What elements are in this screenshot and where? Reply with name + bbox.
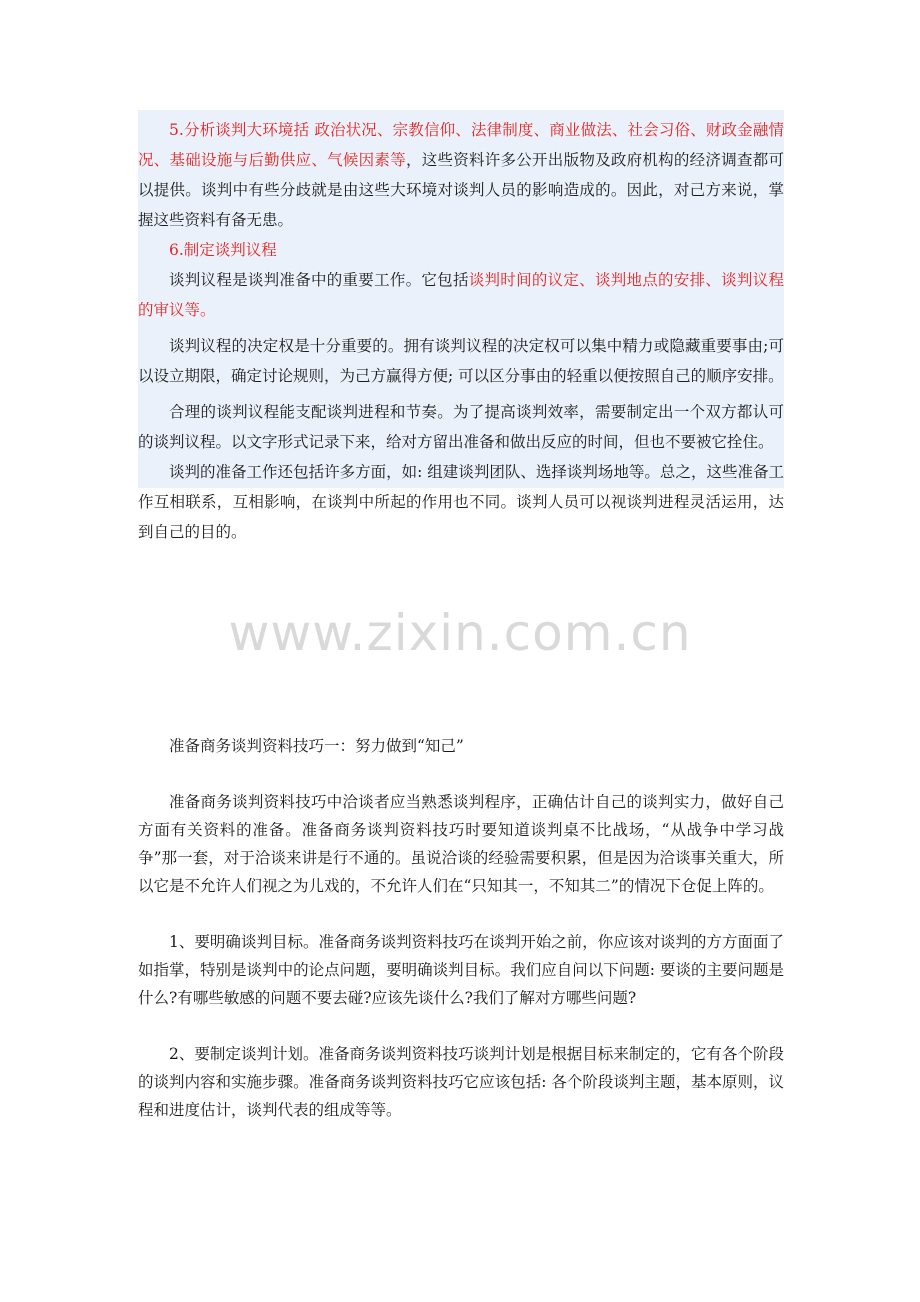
- section6-p1-prefix: 谈判议程是谈判准备中的重要工作。它包括: [169, 271, 469, 289]
- tips-title: 准备商务谈判资料技巧一：努力做到“知己”: [169, 737, 464, 755]
- section5-paragraph: [138, 115, 784, 235]
- section6-p1: [138, 265, 784, 325]
- section6-p4: 谈判的准备工作还包括许多方面，如: 组建谈判团队、选择谈判场地等。总之，这些准备工作互相联系，互相影响，在谈判中所起的作用也不同。谈判人员可以视谈判进程灵活运用，达到自己的目的。: [138, 463, 784, 541]
- upper-text: [138, 115, 784, 547]
- section5-body: ，这些资料许多公开出版物及政府机构的经济调查都可以提供。谈判中有些分歧就是由这些大环境对谈判人员的影响造成的。因此，对己方来说，掌握这些资料有备无患。: [138, 151, 784, 229]
- watermark: www.zixin.com.cn: [228, 604, 692, 662]
- tips-item2: 2、要制定谈判计划。准备商务谈判资料技巧谈判计划是根据目标来制定的，它有各个阶段的谈判内容和实施步骤。准备商务谈判资料技巧它应该包括: 各个阶段谈判主题，基本原则，议程和进度估计，谈判代表的组成等等。: [138, 1045, 784, 1119]
- lower-text: [138, 732, 784, 1124]
- tips-intro: 准备商务谈判资料技巧中洽谈者应当熟悉谈判程序，正确估计自己的谈判实力，做好自己方面有关资料的准备。准备商务谈判资料技巧时要知道谈判桌不比战场，“从战争中学习战争”那一套，对于洽谈来讲是行不通的。虽说洽谈的经验需要积累，但是因为洽谈事关重大，所以它是不允许人们视之为儿戏的，不允许人们在“只知其一，不知其二”的情况下仓促上阵的。: [138, 793, 784, 895]
- section5-heading: 5.分析谈判大环境括 政治状况、宗教信仰、法律制度、商业做法、社会习俗、财政金融情况、基础设施与后勤供应、气候因素等: [138, 121, 784, 169]
- tips-item1: 1、要明确谈判目标。准备商务谈判资料技巧在谈判开始之前，你应该对谈判的方方面面了如指掌，特别是谈判中的论点问题，要明确谈判目标。我们应自问以下问题: 要谈的主要问题是什么?有哪些敏感的问题不要去碰?应该先谈什么?我们了解对方哪些问题?: [138, 933, 784, 1007]
- section6-p2: 谈判议程的决定权是十分重要的。拥有谈判议程的决定权可以集中精力或隐藏重要事由;可以设立期限，确定讨论规则，为己方赢得方便; 可以区分事由的轻重以便按照自己的顺序安排。: [138, 337, 784, 385]
- section6-heading: 6.制定谈判议程: [169, 241, 277, 259]
- section6-p1-red: 谈判时间的议定、谈判地点的安排、谈判议程的审议等。: [138, 271, 784, 319]
- section6-p3: 合理的谈判议程能支配谈判进程和节奏。为了提高谈判效率，需要制定出一个双方都认可的谈判议程。以文字形式记录下来，给对方留出准备和做出反应的时间，但也不要被它拴住。: [138, 403, 784, 451]
